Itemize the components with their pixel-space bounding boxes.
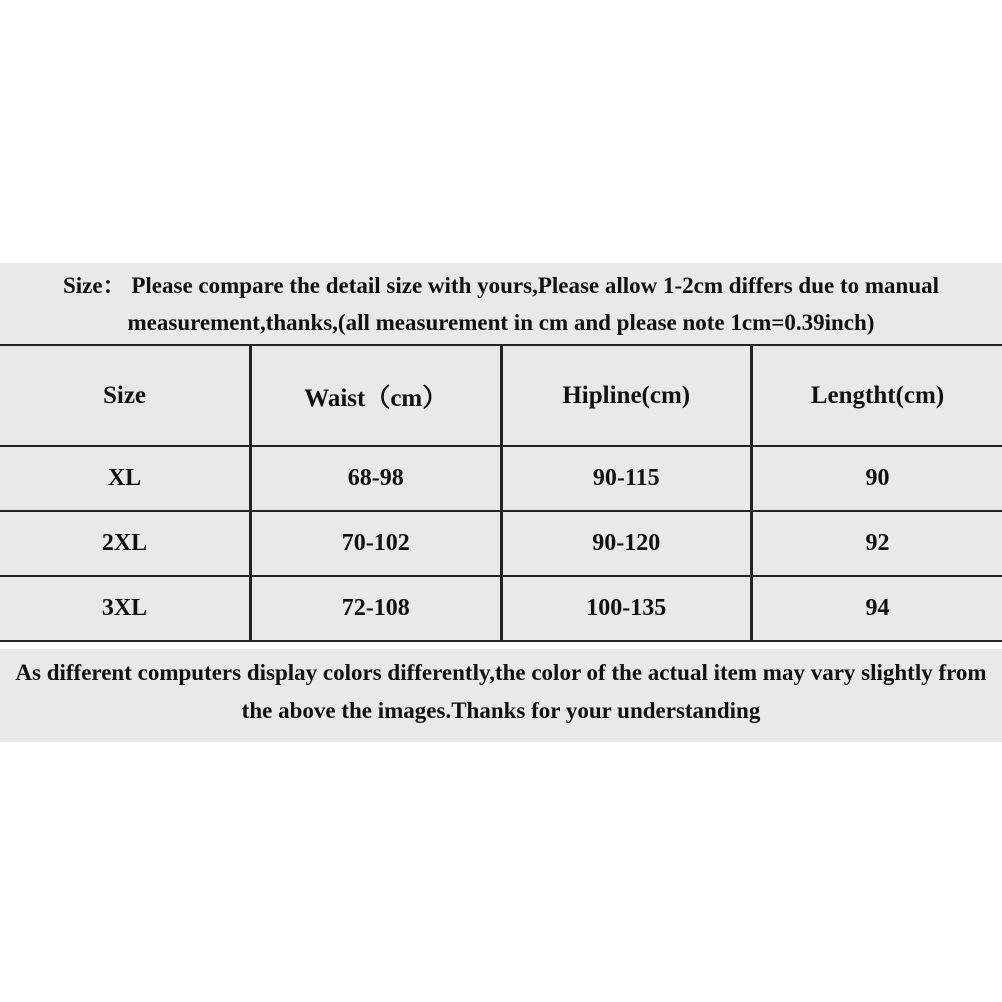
column-header-hipline: Hipline(cm) — [501, 345, 752, 446]
size-table-header-row — [0, 345, 1002, 446]
column-header-length: Lengtht(cm) — [752, 345, 1002, 446]
table-row-3xl — [0, 576, 1002, 641]
column-header-waist: Waist（cm） — [251, 345, 502, 446]
cell-waist: 70-102 — [251, 511, 502, 576]
top-notice-banner — [0, 263, 1002, 345]
cell-size: 3XL — [0, 576, 251, 641]
bottom-notice-line-1: As different computers display colors differently,the color of the actual item may vary slightly from — [15, 660, 987, 685]
cell-hipline: 90-115 — [501, 446, 752, 511]
cell-waist: 68-98 — [251, 446, 502, 511]
table-row-2xl — [0, 511, 1002, 576]
cell-size: XL — [0, 446, 251, 511]
top-notice-line-1: Size： Please compare the detail size with yours,Please allow 1-2cm differs due to manual — [63, 273, 939, 298]
size-table — [0, 344, 1002, 642]
bottom-notice-line-2: the above the images.Thanks for your understanding — [241, 698, 761, 723]
column-header-size: Size — [0, 345, 251, 446]
cell-hipline: 90-120 — [501, 511, 752, 576]
top-notice-line-2: measurement,thanks,(all measurement in cm and please note 1cm=0.39inch) — [127, 310, 875, 335]
cell-waist: 72-108 — [251, 576, 502, 641]
table-row-xl — [0, 446, 1002, 511]
cell-hipline: 100-135 — [501, 576, 752, 641]
cell-length: 90 — [752, 446, 1002, 511]
size-table-container — [0, 344, 1002, 642]
cell-size: 2XL — [0, 511, 251, 576]
cell-length: 92 — [752, 511, 1002, 576]
bottom-notice-banner — [0, 649, 1002, 742]
cell-length: 94 — [752, 576, 1002, 641]
